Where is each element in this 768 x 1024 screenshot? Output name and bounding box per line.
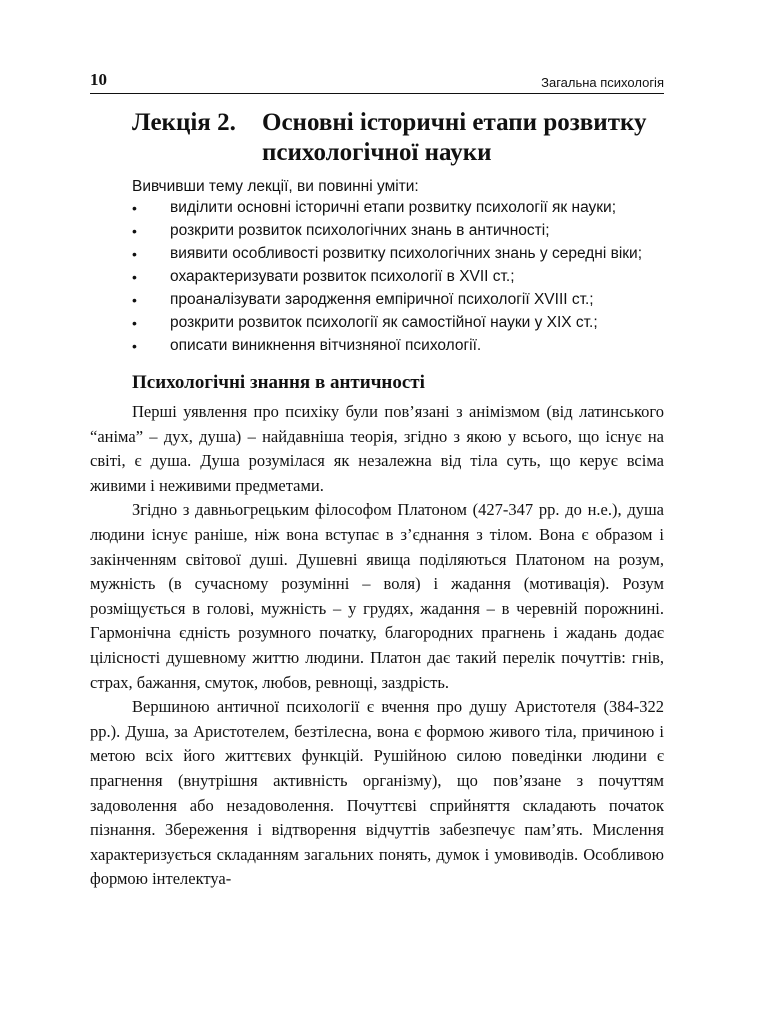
objective-text: проаналізувати зародження емпіричної психології XVIII ст.; (170, 291, 594, 308)
objective-text: виявити особливості розвитку психологічних знань у середні віки; (170, 245, 643, 262)
running-head: Загальна психологія (541, 75, 664, 90)
objectives-intro: Вивчивши тему лекції, ви повинні уміти: (132, 178, 419, 195)
objective-item (132, 314, 664, 332)
objective-text: виділити основні історичні етапи розвитку психології як науки; (170, 199, 617, 216)
body-paragraph: Згідно з давньогрецьким філософом Платоном (427-347 рр. до н.е.), душа людини існує раніше, ніж вона вступає в з’єднання з тілом. Вона є образом і закінченням світової душі. Душевні явища поділяються Платоном на розум, мужність (в сучасному розумінні – воля) і жадання (мотивація). Розум розміщується в голові, мужність – у грудях, жадання – в черевній порожнині. Гармонічна єдність розумного початку, благородних прагнень і жадань додає цілісності душевному життю людини. Платон дає такий перелік почуттів: гнів, страх, бажання, смуток, любов, ревнощі, заздрість. (90, 500, 664, 692)
bullet-icon: • (132, 200, 137, 216)
body-paragraph: Вершиною античної психології є вчення про душу Аристотеля (384-322 рр.). Душа, за Аристотелем, безтілесна, вона є формою живого тіла, причиною і метою всіх його життєвих функцій. Рушійною силою поведінки людини є прагнення (внутрішня активність організму), що пов’язане з почуттям задоволення або незадоволення. Почуттєві сприйняття складають початок пізнання. Збереження і відтворення відчуттів забезпечує пам’ять. Мислення характеризується складанням загальних понять, думок і умовиводів. Особливою формою інтелектуа- (90, 697, 664, 889)
objective-text: розкрити розвиток психології як самостійної науки у XIX ст.; (170, 314, 598, 331)
book-page (90, 70, 664, 892)
objectives-list (90, 199, 664, 355)
body-paragraph: Перші уявлення про психіку були пов’язані з анімізмом (від латинського “аніма” – дух, душа) – найдавніша теорія, згідно з якою у всього, що існує на світі, є душа. Душа розумілася як незалежна від тіла суть, що керує всіма живими і неживими предметами. (90, 402, 664, 495)
section-heading: Психологічні знання в античності (132, 372, 425, 393)
page-number: 10 (90, 70, 107, 89)
objective-item (132, 337, 664, 355)
bullet-icon: • (132, 338, 137, 354)
bullet-icon: • (132, 292, 137, 308)
bullet-icon: • (132, 269, 137, 285)
lecture-label: Лекція 2. (132, 109, 236, 136)
lecture-heading: Основні історичні етапи розвитку психологічної науки (262, 109, 647, 166)
objective-item (132, 245, 664, 263)
page-header (90, 70, 664, 94)
lecture-title (132, 108, 664, 168)
objective-text: розкрити розвиток психологічних знань в античності; (170, 222, 550, 239)
objective-item (132, 268, 664, 286)
bullet-icon: • (132, 223, 137, 239)
objective-text: описати виникнення вітчизняної психології. (170, 337, 482, 354)
bullet-icon: • (132, 246, 137, 262)
objective-text: охарактеризувати розвиток психології в XVII ст.; (170, 268, 515, 285)
objective-item (132, 222, 664, 240)
objective-item (132, 199, 664, 217)
bullet-icon: • (132, 315, 137, 331)
objective-item (132, 291, 664, 309)
